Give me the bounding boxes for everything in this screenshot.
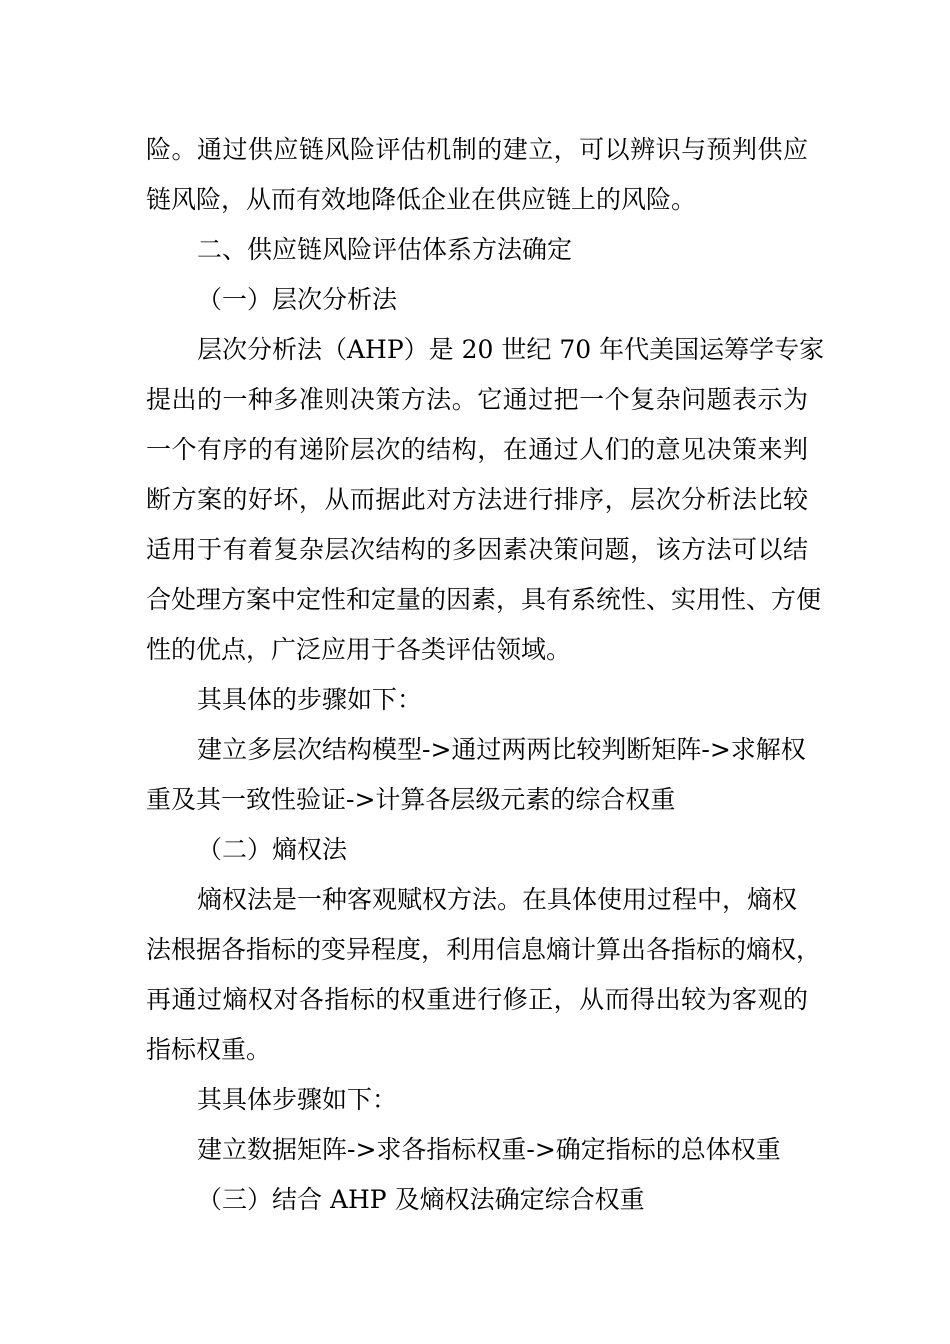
paragraph-line: 法根据各指标的变异程度，利用信息熵计算出各指标的熵权， <box>146 935 822 964</box>
paragraph-line: 一个有序的有递阶层次的结构，在通过人们的意见决策来判 <box>146 435 808 464</box>
subsection-heading: （二）熵权法 <box>197 835 348 864</box>
paragraph-line: 建立数据矩阵->求各指标权重->确定指标的总体权重 <box>197 1135 781 1164</box>
paragraph-line: 性的优点，广泛应用于各类评估领域。 <box>146 635 572 664</box>
paragraph-line: 再通过熵权对各指标的权重进行修正，从而得出较为客观的 <box>146 985 808 1014</box>
subsection-heading: （三）结合 AHP 及熵权法确定综合权重 <box>197 1185 645 1214</box>
paragraph-line: 适用于有着复杂层次结构的多因素决策问题，该方法可以结 <box>146 535 808 564</box>
paragraph-line: 其具体步骤如下： <box>197 1085 398 1114</box>
paragraph-line: 其具体的步骤如下： <box>197 685 423 714</box>
paragraph-line: 重及其一致性验证->计算各层级元素的综合权重 <box>146 785 676 814</box>
paragraph-line: 层次分析法（AHP）是 20 世纪 70 年代美国运筹学专家 <box>197 335 825 364</box>
paragraph-line: 指标权重。 <box>146 1035 272 1064</box>
paragraph-line: 合处理方案中定性和定量的因素，具有系统性、实用性、方便 <box>146 585 822 614</box>
paragraph-line: 断方案的好坏，从而据此对方法进行排序，层次分析法比较 <box>146 485 808 514</box>
subsection-heading: （一）层次分析法 <box>197 285 398 314</box>
paragraph-line: 提出的一种多准则决策方法。它通过把一个复杂问题表示为 <box>146 385 808 414</box>
paragraph-line: 链风险，从而有效地降低企业在供应链上的风险。 <box>146 185 697 214</box>
paragraph-line: 建立多层次结构模型->通过两两比较判断矩阵->求解权 <box>197 735 806 764</box>
paragraph-line: 险。通过供应链风险评估机制的建立，可以辨识与预判供应 <box>146 135 808 164</box>
paragraph-line: 熵权法是一种客观赋权方法。在具体使用过程中，熵权 <box>197 885 798 914</box>
section-heading: 二、供应链风险评估体系方法确定 <box>197 235 573 264</box>
